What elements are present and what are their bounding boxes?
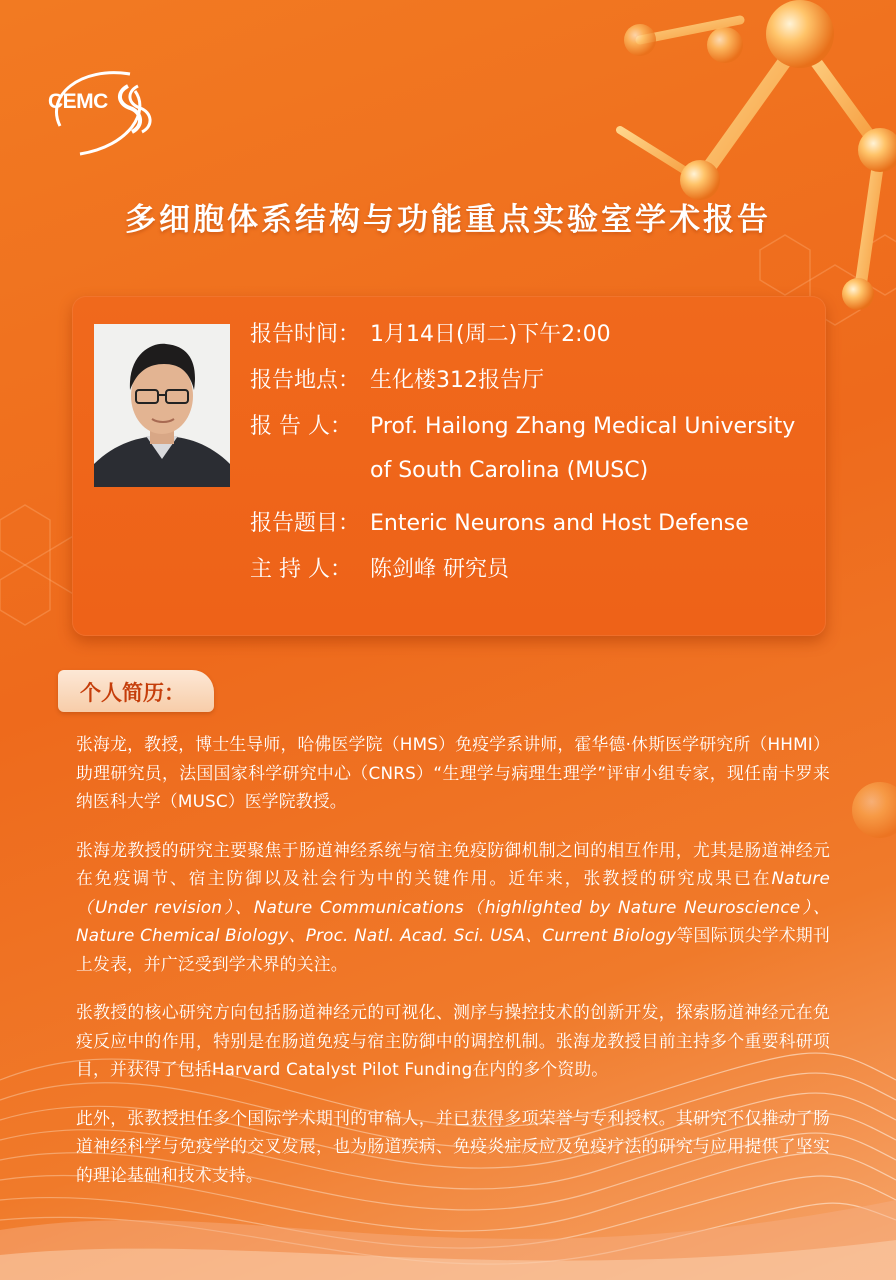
time-value: 1月14日(周二)下午2:00 <box>370 322 611 347</box>
speaker-value-line2: of South Carolina (MUSC) <box>370 458 649 483</box>
bio-paragraph-3: 张教授的核心研究方向包括肠道神经元的可视化、测序与操控技术的创新开发，探索肠道神经元在免疫反应中的作用，特别是在肠道免疫与宿主防御中的调控机制。张海龙教授目前主持多个重要科研项目，并获得了包括Harvard Catalyst Pilot Funding在内的多个资助。 <box>76 1002 830 1079</box>
bio-paragraph-1: 张海龙，教授，博士生导师，哈佛医学院（HMS）免疫学系讲师，霍华德·休斯医学研究所（HHMI）助理研究员，法国国家科学研究中心（CNRS）“生理学与病理生理学”评审小组专家，现任南卡罗来纳医科大学（MUSC）医学院教授。 <box>76 734 830 811</box>
host-value: 陈剑峰 研究员 <box>370 557 509 582</box>
info-row-host <box>250 555 820 585</box>
topic-value: Enteric Neurons and Host Defense <box>370 511 749 536</box>
cemc-logo <box>40 56 160 156</box>
time-label: 报告时间： <box>250 322 361 347</box>
info-list <box>250 320 820 601</box>
speaker-photo <box>94 324 230 487</box>
place-value: 生化楼312报告厅 <box>370 368 544 393</box>
speaker-label: 报 告 人： <box>250 414 352 439</box>
info-row-topic <box>250 509 820 539</box>
bio-paragraph-2-intro: 张海龙教授的研究主要聚焦于肠道神经系统与宿主免疫防御机制之间的相互作用，尤其是肠道神经元在免疫调节、宿主防御以及社会行为中的关键作用。近年来，张教授的研究成果已在 <box>76 839 830 888</box>
info-row-place <box>250 366 820 396</box>
bio-paragraph-4: 此外，张教授担任多个国际学术期刊的审稿人，并已获得多项荣誉与专利授权。其研究不仅推动了肠道神经科学与免疫学的交叉发展，也为肠道疾病、免疫炎症反应及免疫疗法的研究与应用提供了坚实的理论基础和技术支持。 <box>76 1107 830 1185</box>
journal-list: Nature（Under revision）、Nature Communications（highlighted by Nature Neuroscience）、Nature Chemical Biology、Proc. Natl. Acad. Sci. USA、Current Biology <box>76 868 830 945</box>
speaker-value-line1: Prof. Hailong Zhang Medical University <box>370 414 796 439</box>
bio-paragraph-2 <box>76 836 830 979</box>
info-row-time <box>250 320 820 350</box>
place-label: 报告地点： <box>250 368 361 393</box>
info-row-speaker <box>250 412 820 493</box>
bio-section-title: 个人简历： <box>80 681 185 705</box>
page-title: 多细胞体系结构与功能重点实验室学术报告 <box>125 202 771 238</box>
host-label: 主 持 人： <box>250 557 352 582</box>
bio-text <box>76 730 830 1209</box>
bio-section-badge <box>58 670 214 712</box>
speaker-value <box>370 405 820 493</box>
logo-text: CEMC <box>48 90 108 113</box>
topic-label: 报告题目： <box>250 511 361 536</box>
bio-paragraph-2-end: 等国际顶尖学术期刊上发表，并广泛受到学术界的关注。 <box>76 925 830 974</box>
